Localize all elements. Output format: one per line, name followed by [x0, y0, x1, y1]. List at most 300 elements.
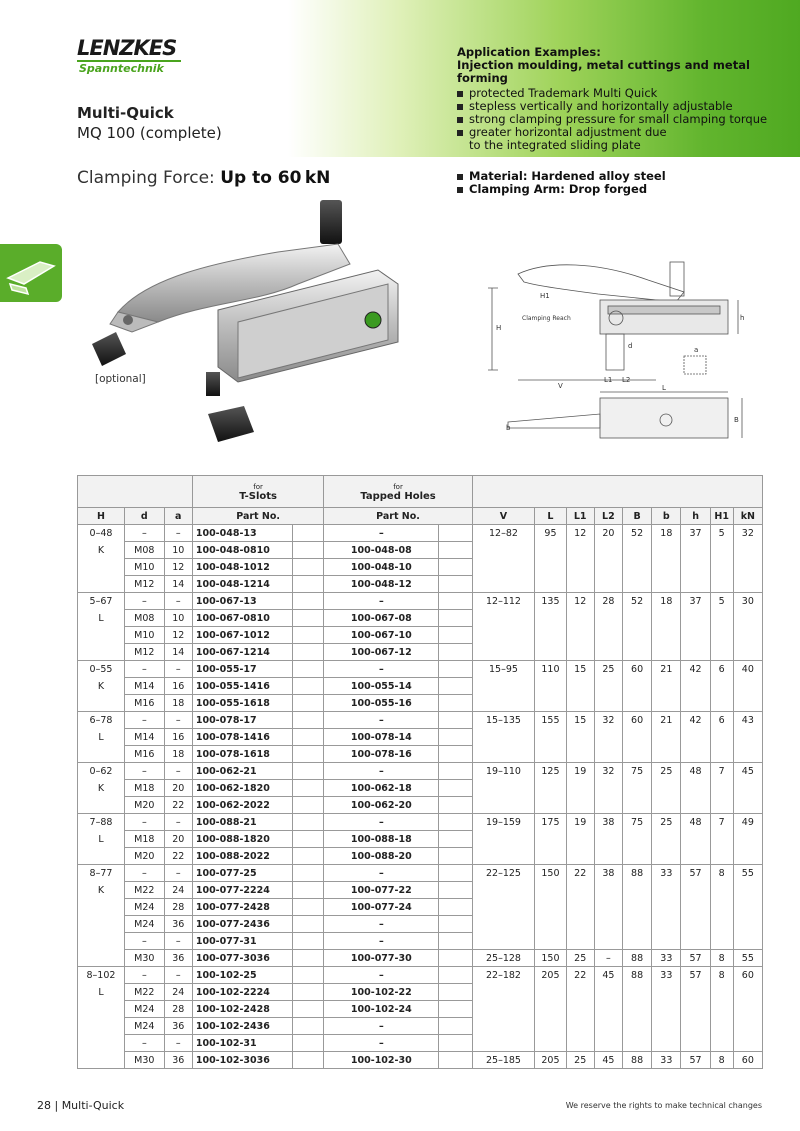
table-row — [78, 1035, 763, 1052]
cell-V — [472, 559, 535, 576]
cell-L — [535, 610, 566, 627]
cell-H: 0–48 — [78, 525, 125, 542]
cell-L — [535, 644, 566, 661]
cell-part-tslot: 100-055-17 — [192, 661, 292, 678]
cell-part-tapped: 100-067-10 — [324, 627, 439, 644]
cell-V — [472, 933, 535, 950]
cell-H1 — [710, 1001, 733, 1018]
cell-H — [78, 695, 125, 712]
cell-kN — [733, 542, 762, 559]
cell-a: – — [164, 763, 192, 780]
cell-h: 42 — [681, 712, 710, 729]
cell-B: 75 — [622, 814, 651, 831]
cell-L2 — [594, 576, 622, 593]
feature-continuation: to the integrated sliding plate — [469, 138, 641, 152]
cell-d: M14 — [124, 678, 164, 695]
cell-b — [652, 644, 681, 661]
cell-H1 — [710, 984, 733, 1001]
cell-H: K — [78, 882, 125, 899]
cell-L2 — [594, 882, 622, 899]
cell-L — [535, 729, 566, 746]
cell-B: 52 — [622, 525, 651, 542]
table-row — [78, 695, 763, 712]
table-row — [78, 916, 763, 933]
cell-b — [652, 627, 681, 644]
cell-H — [78, 1001, 125, 1018]
cell-kN — [733, 729, 762, 746]
cell-H — [78, 746, 125, 763]
cell-L — [535, 780, 566, 797]
table-row — [78, 678, 763, 695]
cell-a: 22 — [164, 797, 192, 814]
cell-H: L — [78, 984, 125, 1001]
cell-h — [681, 542, 710, 559]
cell-L — [535, 882, 566, 899]
cell-L2: 25 — [594, 661, 622, 678]
cell-d: M30 — [124, 1052, 164, 1069]
cell-B — [622, 542, 651, 559]
cell-part-tslot: 100-067-13 — [192, 593, 292, 610]
cell-part-tapped: 100-077-24 — [324, 899, 439, 916]
cell-L1: 12 — [566, 525, 594, 542]
cell-kN — [733, 984, 762, 1001]
application-heading: Application Examples: — [457, 45, 601, 59]
cell-part-tapped: 100-077-22 — [324, 882, 439, 899]
cell-H: K — [78, 542, 125, 559]
cell-h — [681, 1001, 710, 1018]
cell-H — [78, 559, 125, 576]
cell-b: 33 — [652, 1052, 681, 1069]
table-row — [78, 1052, 763, 1069]
table-row — [78, 865, 763, 882]
material-item: Material: Hardened alloy steel — [457, 170, 666, 183]
cell-V — [472, 542, 535, 559]
cell-d: M18 — [124, 780, 164, 797]
table-row — [78, 610, 763, 627]
cell-L2: 38 — [594, 865, 622, 882]
table-row — [78, 729, 763, 746]
cell-h — [681, 1018, 710, 1035]
cell-L2 — [594, 729, 622, 746]
cell-L1 — [566, 678, 594, 695]
cell-L2: 32 — [594, 712, 622, 729]
cell-h: 57 — [681, 967, 710, 984]
cell-L1 — [566, 1035, 594, 1052]
col-kN: kN — [733, 508, 762, 525]
cell-h: 37 — [681, 525, 710, 542]
cell-L2 — [594, 610, 622, 627]
cell-d: – — [124, 933, 164, 950]
cell-H: 0–55 — [78, 661, 125, 678]
table-row — [78, 882, 763, 899]
cell-L — [535, 984, 566, 1001]
cell-a: 24 — [164, 984, 192, 1001]
cell-part-tapped: 100-062-18 — [324, 780, 439, 797]
cell-L2 — [594, 1035, 622, 1052]
cell-part-tapped: – — [324, 763, 439, 780]
table-row — [78, 831, 763, 848]
cell-B: 88 — [622, 950, 651, 967]
cell-L2: 45 — [594, 1052, 622, 1069]
cell-a: 14 — [164, 576, 192, 593]
cell-L — [535, 576, 566, 593]
cell-kN: 55 — [733, 950, 762, 967]
cell-L1 — [566, 933, 594, 950]
cell-L2 — [594, 1001, 622, 1018]
cell-a: 18 — [164, 695, 192, 712]
table-row — [78, 763, 763, 780]
cell-a: 24 — [164, 882, 192, 899]
cell-L — [535, 627, 566, 644]
cell-L1 — [566, 916, 594, 933]
cell-part-tapped: – — [324, 1035, 439, 1052]
cell-b — [652, 695, 681, 712]
cell-L1 — [566, 831, 594, 848]
cell-d: – — [124, 967, 164, 984]
cell-B — [622, 933, 651, 950]
cell-h — [681, 729, 710, 746]
cell-H — [78, 1018, 125, 1035]
table-row — [78, 746, 763, 763]
cell-part-tslot: 100-078-17 — [192, 712, 292, 729]
col-part-tapped: Part No. — [324, 508, 472, 525]
cell-kN — [733, 1035, 762, 1052]
cell-H: 8–77 — [78, 865, 125, 882]
cell-V — [472, 695, 535, 712]
dim-clamping-reach: Clamping Reach — [522, 315, 571, 322]
cell-part-tslot: 100-055-1416 — [192, 678, 292, 695]
cell-h — [681, 848, 710, 865]
cell-B — [622, 882, 651, 899]
cell-B — [622, 780, 651, 797]
cell-d: – — [124, 525, 164, 542]
cell-part-tslot: 100-077-2428 — [192, 899, 292, 916]
cell-H — [78, 950, 125, 967]
cell-d: M14 — [124, 729, 164, 746]
cell-L2 — [594, 678, 622, 695]
cell-a: – — [164, 967, 192, 984]
cell-L1 — [566, 882, 594, 899]
cell-L — [535, 1035, 566, 1052]
cell-B — [622, 729, 651, 746]
cell-L2: 20 — [594, 525, 622, 542]
cell-a: – — [164, 661, 192, 678]
cell-H1 — [710, 780, 733, 797]
cell-b — [652, 933, 681, 950]
cell-d: M20 — [124, 848, 164, 865]
table-row — [78, 559, 763, 576]
cell-L2 — [594, 899, 622, 916]
cell-h: 57 — [681, 950, 710, 967]
cell-V — [472, 1018, 535, 1035]
cell-L1 — [566, 610, 594, 627]
cell-part-tslot: 100-077-31 — [192, 933, 292, 950]
cell-kN — [733, 933, 762, 950]
cell-part-tslot: 100-088-1820 — [192, 831, 292, 848]
cell-b: 25 — [652, 814, 681, 831]
cell-L — [535, 678, 566, 695]
cell-H — [78, 627, 125, 644]
cell-H — [78, 576, 125, 593]
cell-L1: 15 — [566, 661, 594, 678]
cell-a: 36 — [164, 1018, 192, 1035]
col-h: h — [681, 508, 710, 525]
cell-h — [681, 831, 710, 848]
cell-b: 21 — [652, 661, 681, 678]
cell-part-tapped: 100-048-08 — [324, 542, 439, 559]
cell-part-tslot: 100-102-2436 — [192, 1018, 292, 1035]
cell-B — [622, 576, 651, 593]
cell-kN: 60 — [733, 1052, 762, 1069]
product-title: Multi-Quick — [77, 104, 174, 122]
cell-part-tapped: 100-102-30 — [324, 1052, 439, 1069]
cell-a: – — [164, 1035, 192, 1052]
cell-d: M30 — [124, 950, 164, 967]
cell-part-tapped: – — [324, 814, 439, 831]
cell-d: M24 — [124, 1018, 164, 1035]
cell-part-tapped: 100-088-20 — [324, 848, 439, 865]
cell-H: L — [78, 610, 125, 627]
cell-H1 — [710, 695, 733, 712]
cell-H1: 8 — [710, 967, 733, 984]
cell-V — [472, 729, 535, 746]
cell-part-tapped: – — [324, 933, 439, 950]
cell-L2: 32 — [594, 763, 622, 780]
cell-V — [472, 797, 535, 814]
cell-kN: 49 — [733, 814, 762, 831]
table-row — [78, 712, 763, 729]
table-row — [78, 1001, 763, 1018]
cell-d: M08 — [124, 542, 164, 559]
cell-L — [535, 848, 566, 865]
table-row — [78, 967, 763, 984]
cell-h — [681, 746, 710, 763]
cell-part-tslot: 100-048-1214 — [192, 576, 292, 593]
cell-L — [535, 831, 566, 848]
cell-V — [472, 1035, 535, 1052]
cell-B — [622, 559, 651, 576]
cell-L1: 15 — [566, 712, 594, 729]
cell-b — [652, 831, 681, 848]
cell-L2: 38 — [594, 814, 622, 831]
material-item: Clamping Arm: Drop forged — [457, 183, 666, 196]
page-footer: 28 | Multi-Quick — [37, 1099, 125, 1112]
cell-b: 33 — [652, 865, 681, 882]
cell-H1 — [710, 644, 733, 661]
cell-kN: 32 — [733, 525, 762, 542]
cell-kN — [733, 627, 762, 644]
feature-item: protected Trademark Multi Quick — [457, 87, 797, 100]
cell-H1 — [710, 1035, 733, 1052]
cell-b: 18 — [652, 525, 681, 542]
cell-a: 22 — [164, 848, 192, 865]
cell-a: 28 — [164, 899, 192, 916]
cell-d: M24 — [124, 899, 164, 916]
cell-L1: 19 — [566, 763, 594, 780]
cell-kN — [733, 848, 762, 865]
cell-part-tapped: – — [324, 865, 439, 882]
logo-subtitle: Spanntechnik — [79, 62, 164, 75]
cell-L1: 22 — [566, 865, 594, 882]
cell-h — [681, 797, 710, 814]
cell-B — [622, 848, 651, 865]
cell-h — [681, 678, 710, 695]
cell-L — [535, 797, 566, 814]
cell-V: 25–185 — [472, 1052, 535, 1069]
cell-B: 75 — [622, 763, 651, 780]
application-subheading: Injection moulding, metal cuttings and metal forming — [457, 58, 750, 85]
cell-L — [535, 916, 566, 933]
cell-B — [622, 1001, 651, 1018]
cell-part-tapped: – — [324, 967, 439, 984]
cell-part-tslot: 100-088-21 — [192, 814, 292, 831]
cell-d: – — [124, 661, 164, 678]
feature-item: greater horizontal adjustment due — [457, 126, 797, 139]
cell-H: 0–62 — [78, 763, 125, 780]
cell-part-tslot: 100-102-2224 — [192, 984, 292, 1001]
cell-L2 — [594, 644, 622, 661]
cell-b — [652, 899, 681, 916]
cell-kN — [733, 678, 762, 695]
cell-a: 12 — [164, 627, 192, 644]
cell-L1 — [566, 746, 594, 763]
table-row — [78, 1018, 763, 1035]
cell-H — [78, 1052, 125, 1069]
cell-H1: 7 — [710, 814, 733, 831]
cell-V: 19–110 — [472, 763, 535, 780]
cell-b — [652, 542, 681, 559]
cell-a: 20 — [164, 831, 192, 848]
cell-L — [535, 1018, 566, 1035]
cell-part-tslot: 100-067-0810 — [192, 610, 292, 627]
cell-L2: 45 — [594, 967, 622, 984]
cell-H1 — [710, 1018, 733, 1035]
cell-kN: 45 — [733, 763, 762, 780]
cell-d: – — [124, 712, 164, 729]
col-L: L — [535, 508, 566, 525]
cell-L2: 28 — [594, 593, 622, 610]
cell-B — [622, 1035, 651, 1052]
cell-a: 12 — [164, 559, 192, 576]
cell-V: 12–112 — [472, 593, 535, 610]
table-row — [78, 848, 763, 865]
cell-b — [652, 610, 681, 627]
cell-part-tslot: 100-048-13 — [192, 525, 292, 542]
cell-kN: 60 — [733, 967, 762, 984]
cell-L — [535, 933, 566, 950]
cell-L: 135 — [535, 593, 566, 610]
cell-b — [652, 848, 681, 865]
cell-d: – — [124, 814, 164, 831]
dim-d: d — [628, 342, 633, 350]
application-examples — [457, 46, 797, 152]
cell-L1 — [566, 627, 594, 644]
cell-H: K — [78, 780, 125, 797]
cell-L — [535, 746, 566, 763]
dim-H1: H1 — [540, 292, 550, 300]
cell-h — [681, 695, 710, 712]
cell-part-tslot: 100-067-1214 — [192, 644, 292, 661]
cell-a: – — [164, 933, 192, 950]
cell-part-tslot: 100-078-1618 — [192, 746, 292, 763]
cell-V — [472, 916, 535, 933]
cell-a: 28 — [164, 1001, 192, 1018]
cell-d: M16 — [124, 746, 164, 763]
cell-b: 33 — [652, 950, 681, 967]
footer-note: We reserve the rights to make technical changes — [565, 1101, 762, 1110]
table-row — [78, 984, 763, 1001]
cell-a: – — [164, 712, 192, 729]
cell-d: M22 — [124, 984, 164, 1001]
cell-B: 88 — [622, 865, 651, 882]
table-row — [78, 644, 763, 661]
cell-H: 8–102 — [78, 967, 125, 984]
cell-part-tapped: 100-055-14 — [324, 678, 439, 695]
cell-part-tapped: 100-048-12 — [324, 576, 439, 593]
cell-h — [681, 882, 710, 899]
dim-b: b — [506, 424, 511, 432]
cell-L2 — [594, 695, 622, 712]
cell-a: 10 — [164, 610, 192, 627]
cell-d: M16 — [124, 695, 164, 712]
cell-L — [535, 542, 566, 559]
cell-L1 — [566, 559, 594, 576]
cell-V — [472, 678, 535, 695]
cell-H1 — [710, 729, 733, 746]
cell-L1 — [566, 729, 594, 746]
cell-V: 15–95 — [472, 661, 535, 678]
cell-part-tapped: – — [324, 916, 439, 933]
cell-h — [681, 933, 710, 950]
cell-L2 — [594, 542, 622, 559]
cell-part-tslot: 100-062-2022 — [192, 797, 292, 814]
cell-d: M24 — [124, 916, 164, 933]
cell-h — [681, 559, 710, 576]
cell-L: 205 — [535, 967, 566, 984]
cell-L1 — [566, 1018, 594, 1035]
cell-V: 15–135 — [472, 712, 535, 729]
cell-B — [622, 610, 651, 627]
cell-h — [681, 899, 710, 916]
cell-a: 16 — [164, 729, 192, 746]
cell-H1 — [710, 627, 733, 644]
cell-H1 — [710, 848, 733, 865]
cell-b — [652, 678, 681, 695]
cell-L1 — [566, 780, 594, 797]
cell-H: L — [78, 729, 125, 746]
cell-L: 125 — [535, 763, 566, 780]
cell-part-tapped: – — [324, 525, 439, 542]
cell-kN: 40 — [733, 661, 762, 678]
cell-b — [652, 559, 681, 576]
cell-a: 16 — [164, 678, 192, 695]
cell-H — [78, 848, 125, 865]
cell-L1 — [566, 542, 594, 559]
table-row — [78, 814, 763, 831]
cell-a: 20 — [164, 780, 192, 797]
table-row — [78, 950, 763, 967]
cell-part-tapped: 100-048-10 — [324, 559, 439, 576]
cell-kN — [733, 576, 762, 593]
cell-L2: – — [594, 950, 622, 967]
cell-d: M12 — [124, 576, 164, 593]
cell-L1 — [566, 695, 594, 712]
cell-h: 57 — [681, 1052, 710, 1069]
cell-L: 175 — [535, 814, 566, 831]
cell-B — [622, 1018, 651, 1035]
dim-a: a — [694, 346, 699, 354]
cell-H: K — [78, 678, 125, 695]
